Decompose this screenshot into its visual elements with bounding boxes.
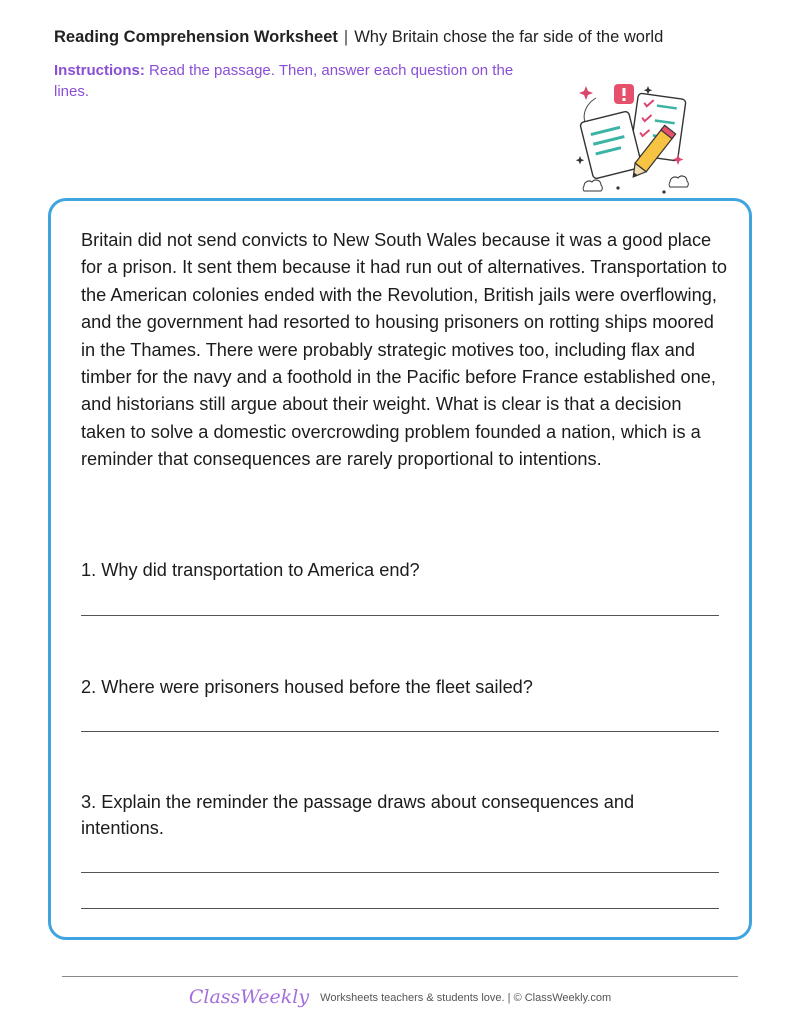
question-3: 3. Explain the reminder the passage draws about consequences and intentions.: [81, 792, 635, 838]
worksheet-subtitle: Why Britain chose the far side of the world: [354, 28, 664, 46]
question-1: 1. Why did transportation to America end?: [81, 560, 420, 580]
worksheet-title: Reading Comprehension Worksheet: [54, 28, 338, 46]
footer-divider: [62, 976, 738, 977]
checklist-illustration: [574, 78, 696, 196]
reading-passage: Britain did not send convicts to New South Wales because it was a good place for a prison. It sent them because it had run out of alternatives. Transportation to the American colonies ended with the Revolution, British jails were overflowing, and the government had resorted to housing prisoners on rotting ships moored in the Thames. There were probably strategic motives too, including flax and timber for the navy and a foothold in the Pacific before France established one, and historians still argue about their weight. What is clear is that a decision taken to solve a domestic overcrowding problem founded a nation, which is a reminder that consequences are rarely proportional to intentions.: [81, 230, 728, 470]
question-2: 2. Where were prisoners housed before the fleet sailed?: [81, 677, 533, 697]
footer: [0, 986, 800, 1008]
answer-line-3a[interactable]: [81, 872, 719, 873]
footer-tagline: Worksheets teachers & students love.: [320, 992, 505, 1004]
instructions-text: Read the passage. Then, answer each question on the lines.: [54, 62, 514, 100]
answer-line-3b[interactable]: [81, 908, 719, 909]
answer-line-1[interactable]: [81, 615, 719, 616]
brand-logo: ClassWeekly: [188, 986, 310, 1008]
answer-line-2[interactable]: [81, 731, 719, 732]
instructions-label: Instructions:: [54, 62, 145, 79]
footer-copyright: © ClassWeekly.com: [513, 992, 612, 1004]
footer-separator: |: [507, 992, 511, 1004]
worksheet-header: [54, 28, 663, 47]
header-separator: |: [343, 28, 349, 46]
instructions: [54, 60, 514, 102]
checklist-pencil-icon: [574, 78, 696, 196]
